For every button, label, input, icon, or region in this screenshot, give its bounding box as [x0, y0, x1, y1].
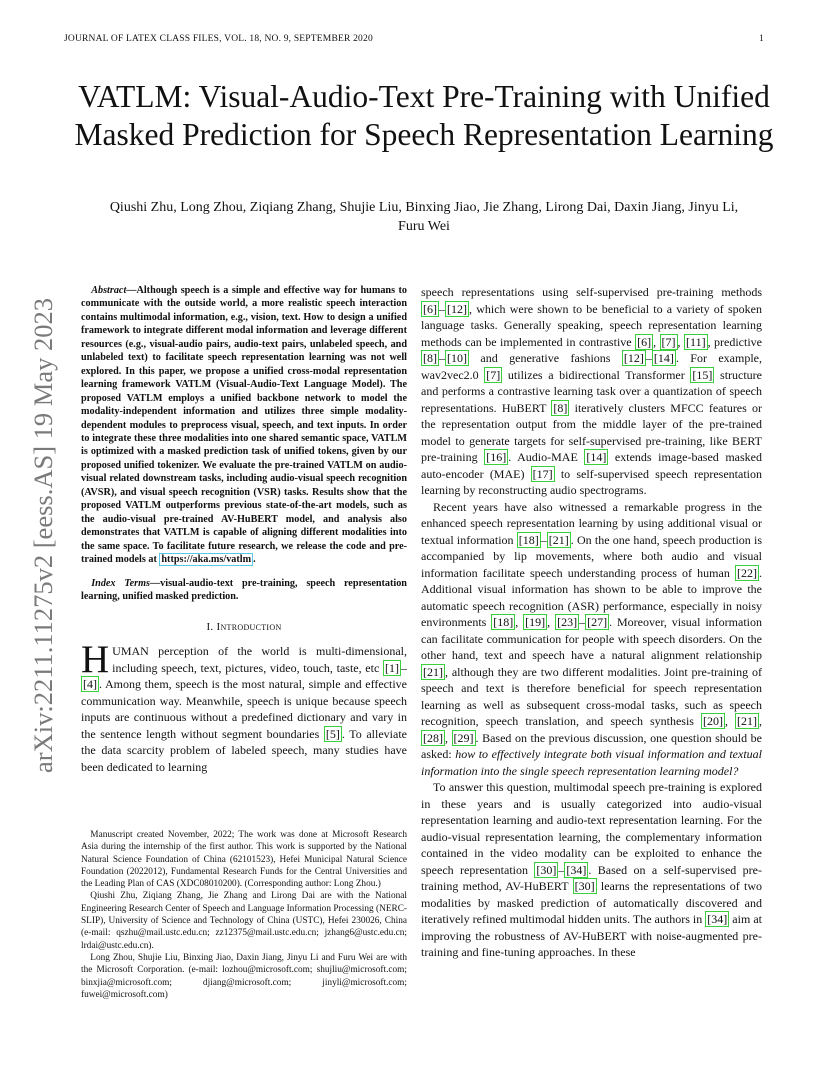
citation-link[interactable]: [11] — [686, 334, 706, 349]
intro-paragraph — [81, 638, 407, 775]
citation-link[interactable]: [30] — [536, 862, 557, 877]
index-terms — [81, 577, 407, 604]
body-text: to self-supervised speech representation learning by reconstructing audio spectrograms. — [421, 466, 762, 497]
citation-link[interactable]: [12] — [623, 351, 644, 365]
intro-dash: – — [401, 660, 407, 675]
citation-link[interactable]: [29] — [453, 730, 474, 745]
body-text: . Additional visual information has shown to be able to improve the automatic speech recognition (ASR) performance, especially in noisy environments — [421, 565, 762, 629]
body-text: , which were shown to be beneficial to a variety of spoken language tasks. Generally speaking, speech representation learning methods can be implemented in contrastive — [421, 301, 762, 349]
citation-link[interactable]: [8] — [553, 400, 568, 415]
emphasized-question: how to effectively integrate both visual information and textual information into the single speech representation learning model? — [421, 747, 762, 778]
citation-link[interactable]: [10] — [447, 351, 467, 365]
citation-link[interactable]: [34] — [566, 862, 587, 877]
body-text: speech representations using self-supervised pre-training methods — [421, 285, 762, 299]
citation-link[interactable]: [27] — [587, 615, 608, 629]
body-text: aim at improving the robustness of AV-HuBERT with noise-augmented pre-training and fine-tuning approaches. In these — [421, 912, 762, 959]
citation-link[interactable]: [30] — [574, 879, 595, 893]
arxiv-stamp — [8, 268, 70, 778]
section-number: I. — [206, 621, 217, 634]
footnotes — [81, 829, 407, 1001]
citation-link[interactable]: [28] — [423, 730, 443, 745]
right-paragraph-2 — [421, 499, 762, 780]
body-text: – — [558, 862, 565, 877]
citation-link[interactable]: [14] — [586, 450, 607, 464]
body-text: , — [547, 615, 556, 629]
body-text: , — [515, 615, 524, 629]
footnote-affiliation-ustc: Qiushi Zhu, Ziqiang Zhang, Jie Zhang and Lirong Dai are with the National Engineering Research Center of Speech and Language Information Processing (NERC-SLIP), University of Science and Technology of China (USTC), Hefei 230026, China (e-mail: qszhu@mail.ustc.edu.cn; zz12375@mail.ustc.edu.cn; jzhang6@ustc.edu.cn; lrdai@ustc.edu.cn). — [81, 891, 407, 951]
running-head-text: JOURNAL OF LATEX CLASS FILES, VOL. 18, NO. 9, SEPTEMBER 2020 — [64, 34, 373, 44]
intro-text-3: . To alleviate the data scarcity problem of labeled speech, many studies have been dedicated to learning — [81, 726, 407, 774]
code-url-link[interactable]: https://aka.ms/vatlm — [161, 554, 252, 566]
citation-link[interactable]: [18] — [493, 615, 514, 629]
citation-link[interactable]: [8] — [423, 351, 437, 365]
abstract-label: Abstract — [91, 285, 127, 296]
body-text: – — [439, 351, 445, 365]
body-text: – — [540, 532, 547, 547]
body-text: – — [645, 351, 652, 365]
citation-link[interactable]: [22] — [737, 565, 757, 580]
body-text: . Based on the previous discussion, one question should be asked: — [421, 730, 763, 761]
left-column — [81, 284, 407, 775]
arxiv-stamp-text: arXiv:2211.11275v2 [eess.AS] 19 May 2023 — [28, 298, 58, 773]
citation-link[interactable]: [6] — [637, 334, 652, 349]
intro-text-2: . Among them, speech is the most natural, simple and effective communication way. Meanwhile, speech is unique because speech inputs are continuous without a predefined dictionary and vary in the sentence length without segment boundaries — [81, 677, 407, 741]
body-text: Recent years have also witnessed a remarkable progress in the enhanced speech representation learning by using additional visual or textual information — [421, 499, 762, 547]
right-paragraph-3 — [421, 779, 762, 961]
citation-link[interactable]: [16] — [486, 450, 507, 464]
body-text: . Moreover, visual information can facilitate communication for people with speech disorders. On the other hand, text and speech have a natural alignment relationship — [421, 615, 763, 662]
body-text: . Based on a self-supervised pre-training method, AV-HuBERT — [421, 862, 762, 893]
body-text: structure and performs a contrastive learning task over a quantization of speech representations. HuBERT — [421, 367, 763, 415]
citation-link[interactable]: [21] — [423, 664, 443, 679]
drop-cap: H — [81, 638, 110, 682]
footnote-affiliation-microsoft: Long Zhou, Shujie Liu, Binxing Jiao, Daxin Jiang, Jinyu Li and Furu Wei are with the Microsoft Corporation. (e-mail: lozhou@microsoft.com; shujliu@microsoft.com; binxjia@microsoft.com; djiang@microsoft.com; jinyli@microsoft.com; fuwei@microsoft.com) — [81, 952, 407, 1000]
running-header — [64, 34, 764, 44]
citation-link[interactable]: [14] — [653, 351, 674, 365]
body-text: and generative fashions — [469, 351, 622, 365]
citation-link[interactable]: [19] — [525, 615, 546, 629]
citation-link[interactable]: [12] — [447, 301, 467, 316]
abstract-text: —Although speech is a simple and effective way for humans to communicate with the outside world, a more realistic speech interaction contains multimodal information, e.g., vision, text. How to design a unified framework to integrate different modal information and leverage different resources (e.g., visual-audio pairs, audio-text pairs, unlabeled speech, and unlabeled text) to facilitate speech representation learning was not well explored. In this paper, we propose a unified cross-modal representation learning framework VATLM (Visual-Audio-Text Language Model). The proposed VATLM employs a unified backbone network to model the modality-independent information and utilizes three simple modality-dependent modules to preprocess visual, speech, and text inputs. In order to integrate these three modalities into one shared semantic space, VATLM is optimized with a masked prediction task of unified tokens, given by our proposed unified tokenizer. We evaluate the pre-trained VATLM on audio-visual related downstream tasks, including audio-visual speech recognition (AVSR), and visual speech recognition (VSR) tasks. Results show that the proposed VATLM outperforms previous state-of-the-art models, such as the audio-visual pre-trained AV-HuBERT model, and analysis also demonstrates that VATLM is capable of aligning different modalities into the same space. To facilitate future research, we release the code and pre-trained models at — [81, 285, 407, 566]
body-text: utilizes a bidirectional Transformer — [502, 367, 691, 382]
citation-link[interactable]: [5] — [325, 726, 340, 741]
citation-link[interactable]: [4] — [83, 677, 97, 692]
body-text: To answer this question, multimodal speech pre-training is explored in these years and is usually categorized into audio-visual representation learning and audio-text representation learning. For the audio-visual representation learning, the complementary information contained in the video modality can be exploited to enhance the speech representation — [421, 780, 762, 877]
body-text: extends image-based masked auto-encoder (MAE) — [421, 450, 763, 481]
intro-text-1: UMAN perception of the world is multi-dimensional, including speech, text, pictures, video, touch, taste, etc — [112, 644, 407, 675]
body-text: , although they are two different modalities. Joint pre-training of speech and text is therefore beneficial for speech representation learning as well as subsequent cross-modal tasks, such as speech recognition, speech translation, and speech synthesis — [421, 664, 762, 728]
citation-link[interactable]: [17] — [532, 466, 553, 481]
body-text: , — [725, 714, 736, 728]
abstract — [81, 284, 407, 567]
citation-link[interactable]: [15] — [692, 367, 713, 382]
body-text: , — [653, 334, 660, 349]
citation-link[interactable]: [23] — [557, 615, 578, 629]
citation-link[interactable]: [34] — [707, 912, 728, 926]
citation-link[interactable]: [20] — [703, 714, 723, 728]
citation-link[interactable]: [1] — [385, 660, 399, 675]
body-text: , — [677, 334, 685, 349]
body-text: – — [579, 615, 586, 629]
index-terms-label: Index Terms — [91, 577, 150, 589]
citation-link[interactable]: [7] — [486, 367, 501, 382]
body-text: . For example, wav2vec2.0 — [421, 351, 762, 382]
body-text: – — [439, 301, 445, 316]
citation-link[interactable]: [18] — [518, 532, 539, 547]
citation-link[interactable]: [21] — [737, 714, 758, 728]
body-text: , predictive — [707, 334, 763, 349]
right-paragraph-1 — [421, 284, 762, 499]
body-text: , — [445, 730, 452, 745]
body-text: learns the representations of two modalities by masked prediction of automatically discovered and iteratively refined multimodal hidden units. The authors in — [421, 879, 763, 926]
right-column — [421, 284, 762, 961]
section-title: Introduction — [216, 621, 282, 634]
page-number: 1 — [759, 34, 764, 44]
index-terms-text: —visual-audio-text pre-training, speech representation learning, unified masked prediction. — [81, 577, 407, 602]
abstract-tail: . — [253, 554, 256, 566]
section-heading-introduction — [81, 621, 407, 633]
body-text: . On the one hand, speech production is accompanied by lip movements, where both audio and visual information facilitate speech understanding process of human — [421, 532, 763, 580]
citation-link[interactable]: [6] — [423, 301, 437, 316]
paper-title: VATLM: Visual-Audio-Text Pre-Training with Unified Masked Prediction for Speech Representation Learning — [74, 79, 774, 152]
citation-link[interactable]: [21] — [548, 532, 569, 547]
body-text: iteratively clusters MFCC features or the representation output from the middle layer of the pre-trained model to generate targets for self-supervised pre-training, like BERT pre-training — [421, 400, 762, 464]
body-text: , — [759, 714, 763, 728]
body-text: . Audio-MAE — [508, 450, 585, 464]
citation-link[interactable]: [7] — [661, 334, 676, 349]
footnote-manuscript: Manuscript created November, 2022; The work was done at Microsoft Research Asia during the internship of the first author. This work is supported by the National Natural Science Foundation of China (62101523), Hefei Municipal Natural Science Foundation (2022012), Fundamental Research Funds for the Central Universities and the Leading Plan of CAS (XDC08010200). (Corresponding author: Long Zhou.) — [81, 830, 407, 890]
author-list: Qiushi Zhu, Long Zhou, Ziqiang Zhang, Shujie Liu, Binxing Jiao, Jie Zhang, Lirong Dai, Daxin Jiang, Jinyu Li, Furu Wei — [109, 200, 739, 234]
